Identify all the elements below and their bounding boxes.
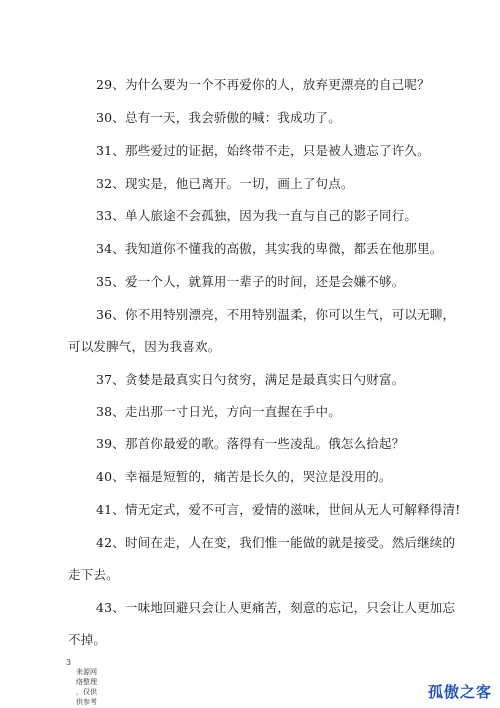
quote-36-continuation: 可以发脾气，因为我喜欢。 (68, 339, 221, 354)
quote-32: 32、现实是，他已离开。一切，画上了句点。 (96, 176, 354, 191)
quote-43-continuation: 不掉。 (68, 632, 107, 647)
quote-30: 30、总有一天，我会骄傲的喊：我成功了。 (96, 110, 341, 125)
quote-31: 31、那些爱过的证据，始终带不走，只是被人遗忘了许久。 (96, 143, 430, 158)
quote-29: 29、为什么要为一个不再爱你的人，放弃更漂亮的自己呢？ (96, 77, 430, 92)
site-logo: 孤傲之客 (428, 683, 493, 701)
quote-37: 37、贪婪是最真实日勺贫穷，满足是最真实日勺财富。 (96, 372, 405, 387)
source-note-line: 络整理 (76, 678, 97, 686)
quote-36: 36、你不用特别漂亮，不用特别温柔，你可以生气，可以无聊， (96, 307, 456, 322)
source-note-line: ，仅供 (76, 688, 97, 696)
quote-42: 42、时间在走，人在变，我们惟一能做的就是接受。然后继续的 (96, 535, 456, 550)
source-note-line: 供参考 (76, 698, 97, 706)
quote-35: 35、爱一个人，就算用一辈子的时间，还是会嫌不够。 (96, 274, 405, 289)
quote-33: 33、单人旅途不会孤独，因为我一直与自己的影子同行。 (96, 208, 418, 223)
source-note-line: 来源网 (76, 668, 97, 676)
quote-34: 34、我知道你不懂我的高傲，其实我的卑微，都丢在他那里。 (96, 241, 443, 256)
page-number: 3 (66, 658, 72, 667)
quote-38: 38、走出那一寸日光，方向一直握在手中。 (96, 404, 341, 419)
quote-43: 43、一味地回避只会让人更痛苦，刻意的忘记，只会让人更加忘 (96, 600, 456, 615)
quote-40: 40、幸福是短暂的，痛苦是长久的，哭泣是没用的。 (96, 469, 392, 484)
quote-41: 41、情无定式，爱不可言，爱情的滋味，世间从无人可解释得清! (96, 502, 461, 517)
quote-39: 39、那首你最爱的歌。落得有一些凌乱。俄怎么拾起？ (96, 436, 405, 451)
quote-42-continuation: 走下去。 (68, 567, 119, 582)
source-note (76, 667, 116, 707)
